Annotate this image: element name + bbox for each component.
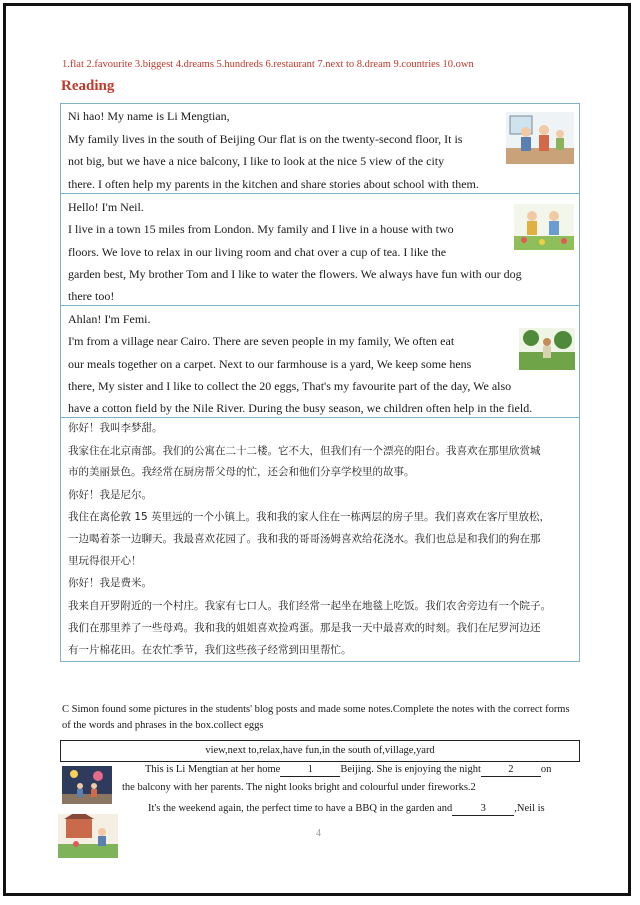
word-box: view,next to,relax,have fun,in the south of,village,yard [60, 740, 580, 762]
blog-li-mengtian [61, 104, 579, 194]
translation-line: 你好！我是费米。 [68, 577, 152, 589]
answer-blank-2[interactable]: 2 [481, 764, 541, 777]
balcony-fireworks-illustration [62, 766, 112, 804]
blog-line: have a cotton field by the Nile River. During the busy season, we children often help in the field. [68, 401, 533, 415]
answer-key-line: 1.flat 2.favourite 3.biggest 4.dreams 5.hundreds 6.restaurant 7.next to 8.dream 9.countries 10.own [62, 59, 474, 70]
notes-paragraph-1 [145, 763, 551, 777]
translation-line: 我家住在北京南部。我们的公寓在二十二楼。它不大，但我们有一个漂亮的阳台。我喜欢在那里欣赏城 [68, 445, 541, 457]
notes-text: This is Li Mengtian at her home [145, 764, 281, 775]
blog-line: our meals together on a carpet. Next to our farmhouse is a yard, We keep some hens [68, 357, 472, 371]
translation-line: 一边喝着茶一边聊天。我最喜欢花园了。我和我的哥哥汤姆喜欢给花浇水。我们也总是和我们的狗在那 [68, 533, 541, 545]
answer-blank-1[interactable]: 1 [280, 764, 340, 777]
answer-blank-3[interactable]: 3 [452, 803, 514, 816]
notes-text: It's the weekend again, the perfect time to have a BBQ in the garden and [148, 803, 453, 814]
blog-line: floors. We love to relax in our living room and chat over a cup of tea. I like the [68, 245, 447, 259]
blog-line: Hello! I'm Neil. [68, 200, 144, 214]
reading-table [60, 103, 580, 662]
notes-text: Beijing. She is enjoying the night [340, 764, 481, 775]
blog-line: My family lives in the south of Beijing Our flat is on the twenty-second floor, It is [68, 132, 463, 146]
village-field-illustration [519, 328, 575, 370]
translation-line: 我来自开罗附近的一个村庄。我家有七口人。我们经常一起坐在地毯上吃饭。我们农舍旁边有一个院子。 [68, 600, 551, 612]
blog-line: there. I often help my parents in the kitchen and share stories about school with them. [68, 177, 479, 191]
bbq-garden-illustration [58, 814, 118, 858]
blog-line: I'm from a village near Cairo. There are seven people in my family, We often eat [68, 334, 455, 348]
family-kitchen-illustration [506, 112, 574, 164]
translation-line: 里玩得很开心！ [68, 555, 142, 567]
notes-text: ,Neil is [514, 803, 545, 814]
translation-line: 市的美丽景色。我经常在厨房帮父母的忙，还会和他们分享学校里的故事。 [68, 466, 415, 478]
notes-text: on [540, 764, 552, 775]
garden-boys-illustration [514, 204, 574, 250]
blog-line: not big, but we have a nice balcony, I like to look at the nice 5 view of the city [68, 154, 445, 168]
blog-line: garden best, My brother Tom and I like to water the flowers. We always have fun with our dog [68, 267, 522, 281]
translation-line: 我们在那里养了一些母鸡。我和我的姐姐喜欢捡鸡蛋。那是我一天中最喜欢的时刻。我们在尼罗河边还 [68, 622, 541, 634]
chinese-translation [61, 418, 579, 661]
notes-paragraph-2 [148, 802, 545, 816]
translation-line: 你好！我叫李梦甜。 [68, 422, 163, 434]
section-c-instruction: C Simon found some pictures in the students' blog posts and made some notes.Complete the notes with the correct forms of the words and phrases in the box.collect eggs [62, 704, 570, 731]
blog-line: there, My sister and I like to collect the 20 eggs, That's my favourite part of the day, We also [68, 379, 512, 393]
translation-line: 你好！我是尼尔。 [68, 489, 152, 501]
notes-paragraph-1-line-2: the balcony with her parents. The night looks bright and colourful under fireworks.2 [122, 782, 476, 793]
page-number: 4 [316, 828, 321, 839]
blog-line: Ni hao! My name is Li Mengtian, [68, 109, 230, 123]
blog-line: I live in a town 15 miles from London. My family and I live in a house with two [68, 222, 454, 236]
blog-neil [61, 194, 579, 306]
blog-line: Ahlan! I'm Femi. [68, 312, 151, 326]
translation-line: 我住在离伦敦 15 英里远的一个小镇上。我和我的家人住在一栋两层的房子里。我们喜欢在客厅里放松， [68, 511, 551, 523]
blog-femi [61, 306, 579, 418]
section-title: Reading [61, 78, 115, 94]
translation-line: 有一片棉花田。在农忙季节，我们这些孩子经常到田里帮忙。 [68, 644, 352, 656]
blog-line: there too! [68, 289, 115, 303]
